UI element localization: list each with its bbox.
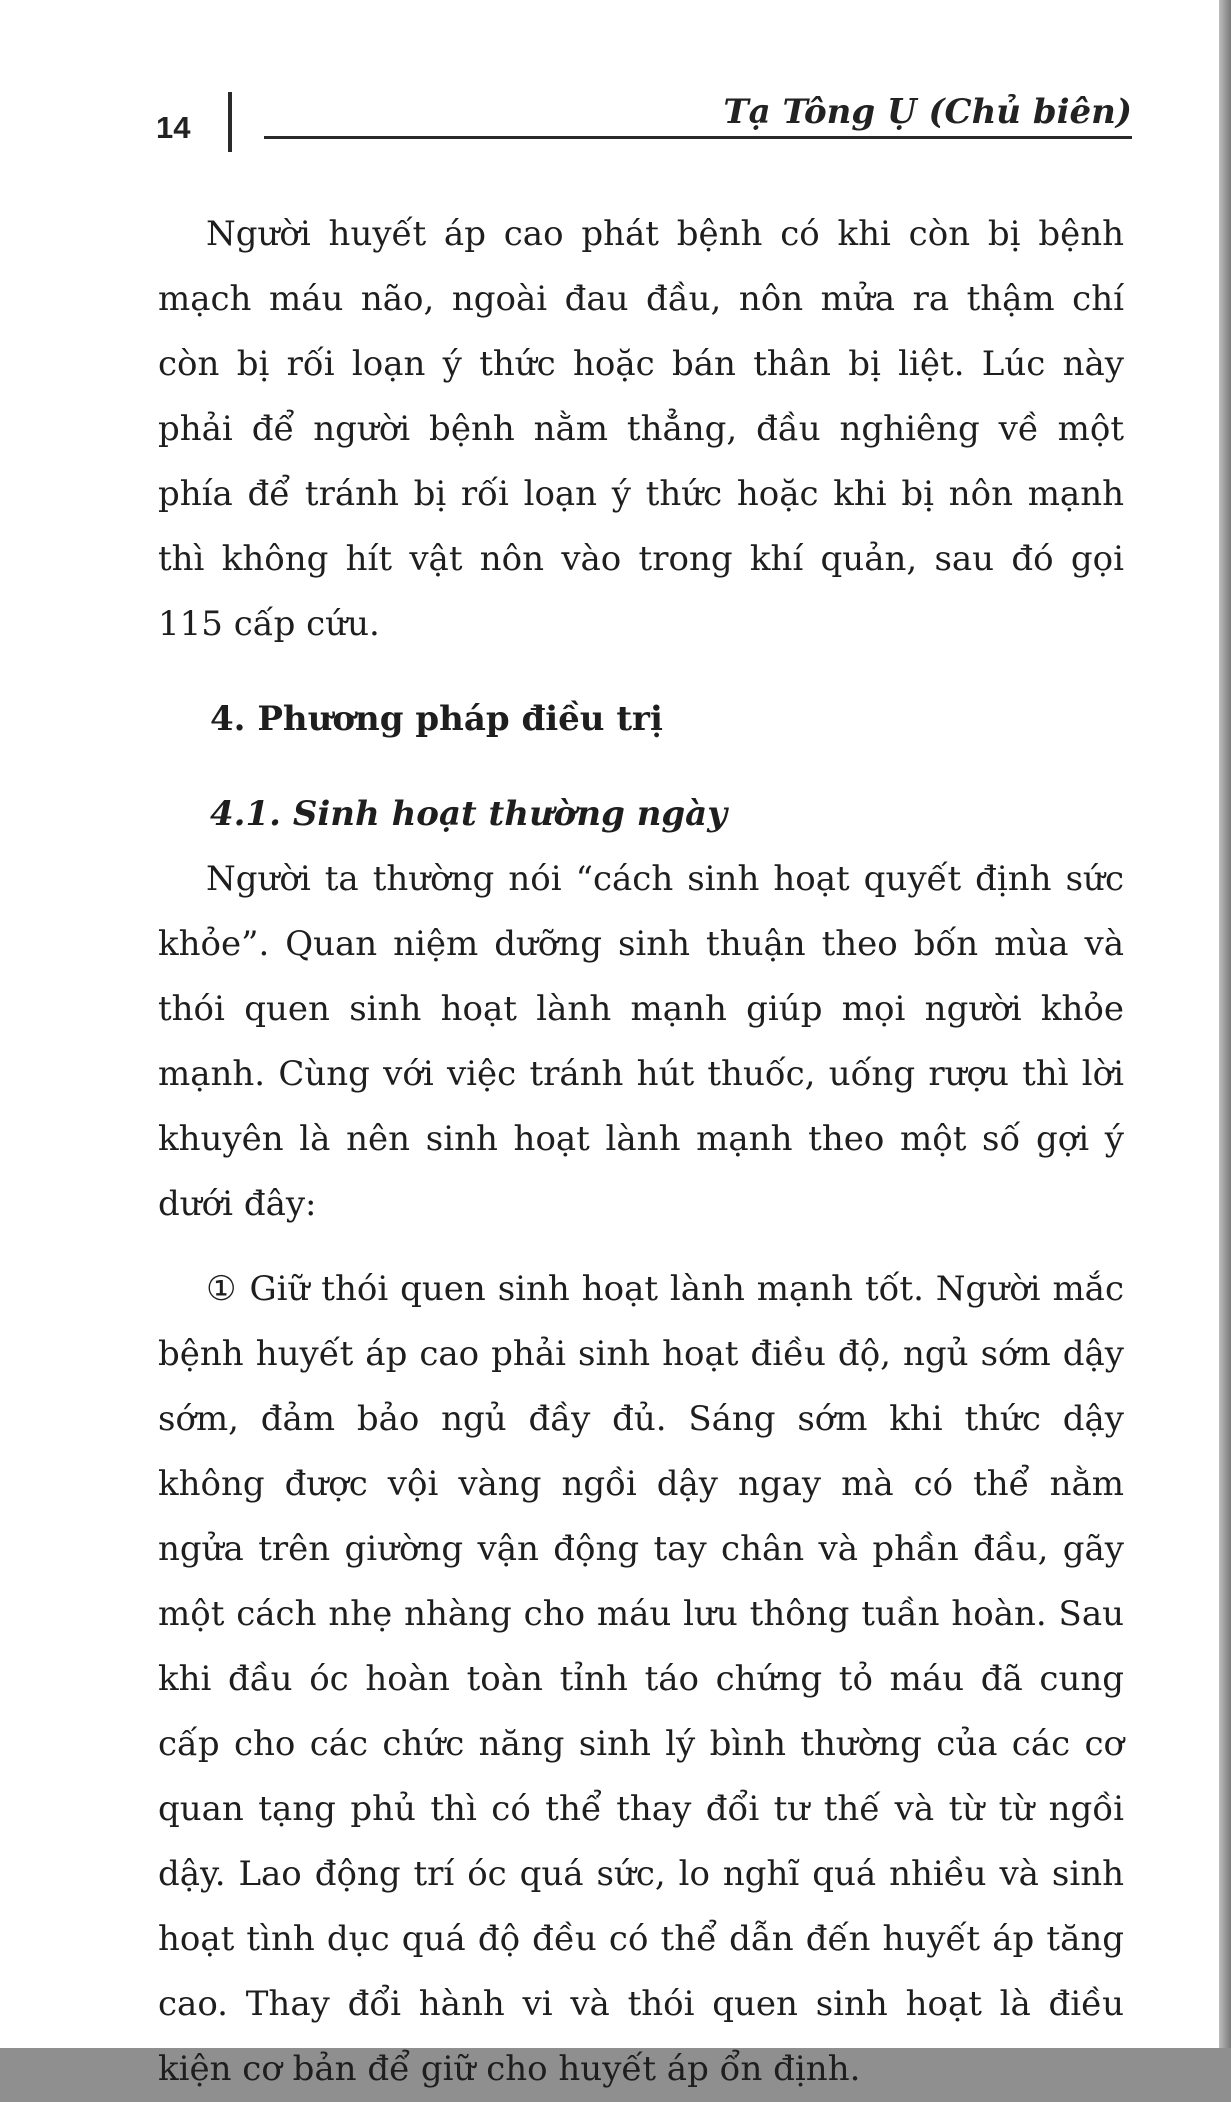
section-heading: 4. Phương pháp điều trị [210,699,663,739]
header-rule [264,136,1132,139]
page-header [154,92,1132,152]
running-head: Tạ Tông Ụ (Chủ biên) [723,92,1132,132]
paragraph-intro: Người ta thường nói “cách sinh hoạt quyết định sức khỏe”. Quan niệm dưỡng sinh thuận theo bốn mùa và thói quen sinh hoạt lành mạnh giúp mọi người khỏe mạnh. Cùng với việc tránh hút thuốc, uống rượu thì lời khuyên là nên sinh hoạt lành mạnh theo một số gợi ý dưới đây: [158,859,1124,1224]
paragraph-habit: ① Giữ thói quen sinh hoạt lành mạnh tốt. Người mắc bệnh huyết áp cao phải sinh hoạt điều độ, ngủ sớm dậy sớm, đảm bảo ngủ đầy đủ. Sáng sớm khi thức dậy không được vội vàng ngồi dậy ngay mà có thể nằm ngửa trên giường vận động tay chân và phần đầu, gãy một cách nhẹ nhàng cho máu lưu thông tuần hoàn. Sau khi đầu óc hoàn toàn tỉnh táo chứng tỏ máu đã cung cấp cho các chức năng sinh lý bình thường của các cơ quan tạng phủ thì có thể thay đổi tư thế và từ từ ngồi dậy. Lao động trí óc quá sức, lo nghĩ quá nhiều và sinh hoạt tình dục quá độ đều có thể dẫn đến huyết áp tăng cao. Thay đổi hành vi và thói quen sinh hoạt là điều kiện cơ bản để giữ cho huyết áp ổn định. [158,1269,1124,2089]
page-number: 14 [156,110,191,145]
header-vertical-rule [228,92,232,152]
subsection-heading: 4.1. Sinh hoạt thường ngày [210,794,727,834]
page-body [158,202,1124,2102]
paragraph-emergency: Người huyết áp cao phát bệnh có khi còn bị bệnh mạch máu não, ngoài đau đầu, nôn mửa ra thậm chí còn bị rối loạn ý thức hoặc bán thân bị liệt. Lúc này phải để người bệnh nằm thẳng, đầu nghiêng về một phía để tránh bị rối loạn ý thức hoặc khi bị nôn mạnh thì không hít vật nôn vào trong khí quản, sau đó gọi 115 cấp cứu. [158,214,1124,644]
page-edge-shadow [1219,0,1231,2048]
